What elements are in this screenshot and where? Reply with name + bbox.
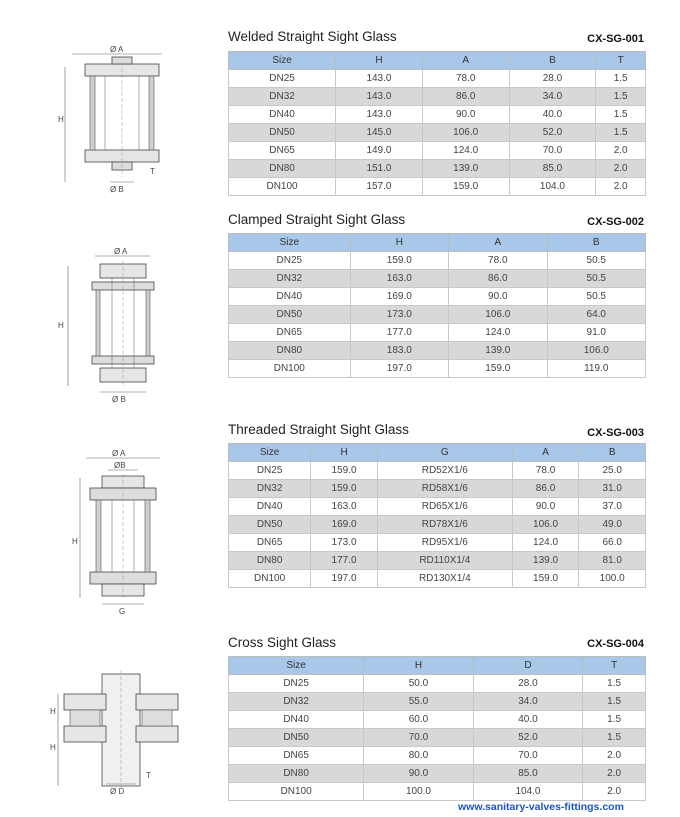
table-cell: DN65 xyxy=(229,142,336,160)
table-cell: 25.0 xyxy=(579,462,646,480)
table-cell: 106.0 xyxy=(547,342,645,360)
table-cell: DN40 xyxy=(229,288,351,306)
table-row xyxy=(229,142,646,160)
section-title-threaded: Threaded Straight Sight Glass xyxy=(228,422,409,437)
table-row xyxy=(229,765,646,783)
table-cell: 37.0 xyxy=(579,498,646,516)
table-cell: DN25 xyxy=(229,70,336,88)
table-row xyxy=(229,783,646,801)
table-cell: DN100 xyxy=(229,783,364,801)
section-title-cross: Cross Sight Glass xyxy=(228,635,337,650)
table-cell: 139.0 xyxy=(512,552,579,570)
table-row xyxy=(229,693,646,711)
table-cell: 78.0 xyxy=(422,70,509,88)
section-title-welded: Welded Straight Sight Glass xyxy=(228,29,397,44)
table-cell: 2.0 xyxy=(596,160,646,178)
column-header: Size xyxy=(229,234,351,252)
website-link[interactable]: www.sanitary-valves-fittings.com xyxy=(458,801,624,813)
table-cell: DN25 xyxy=(229,252,351,270)
table-cell: 119.0 xyxy=(547,360,645,378)
column-header: H xyxy=(311,444,378,462)
table-cell: 80.0 xyxy=(364,747,474,765)
table-row xyxy=(229,480,646,498)
table-cell: 85.0 xyxy=(473,765,583,783)
drawing-label-dia-d: Ø D xyxy=(110,787,125,796)
table-cell: 1.5 xyxy=(583,675,646,693)
table-header-row xyxy=(229,444,646,462)
table-cell: 78.0 xyxy=(449,252,547,270)
table-cell: DN80 xyxy=(229,160,336,178)
table-cell: 159.0 xyxy=(311,480,378,498)
column-header: Size xyxy=(229,52,336,70)
table-cell: 183.0 xyxy=(350,342,448,360)
table-cell: 50.5 xyxy=(547,252,645,270)
table-cell: 157.0 xyxy=(336,178,423,196)
table-cell: 90.0 xyxy=(422,106,509,124)
table-cell: 124.0 xyxy=(449,324,547,342)
table-header-row xyxy=(229,657,646,675)
column-header: B xyxy=(547,234,645,252)
table-cell: 159.0 xyxy=(449,360,547,378)
table-cell: 91.0 xyxy=(547,324,645,342)
table-row xyxy=(229,124,646,142)
table-cell: 177.0 xyxy=(311,552,378,570)
table-row xyxy=(229,160,646,178)
spec-table-clamped xyxy=(228,233,646,378)
table-cell: 1.5 xyxy=(596,88,646,106)
table-cell: 1.5 xyxy=(596,124,646,142)
table-row xyxy=(229,462,646,480)
spec-table-threaded xyxy=(228,443,646,588)
table-cell: 151.0 xyxy=(336,160,423,178)
drawing-label-t: T xyxy=(150,167,155,176)
table-cell: 78.0 xyxy=(512,462,579,480)
table-row xyxy=(229,552,646,570)
table-cell: 1.5 xyxy=(583,693,646,711)
table-cell: 2.0 xyxy=(583,747,646,765)
table-row xyxy=(229,498,646,516)
table-cell: DN50 xyxy=(229,516,311,534)
table-cell: 2.0 xyxy=(583,765,646,783)
drawing-label-h: H xyxy=(58,115,64,124)
table-cell: 2.0 xyxy=(583,783,646,801)
table-cell: 1.5 xyxy=(583,729,646,747)
table-cell: 159.0 xyxy=(422,178,509,196)
column-header: H xyxy=(364,657,474,675)
table-cell: 106.0 xyxy=(422,124,509,142)
section-title-clamped: Clamped Straight Sight Glass xyxy=(228,212,406,227)
table-cell: 90.0 xyxy=(449,288,547,306)
table-cell: 52.0 xyxy=(509,124,596,142)
table-cell: DN80 xyxy=(229,552,311,570)
table-cell: 70.0 xyxy=(473,747,583,765)
welded-sight-glass-drawing xyxy=(50,42,180,202)
table-cell: 104.0 xyxy=(473,783,583,801)
table-row xyxy=(229,288,646,306)
table-cell: 66.0 xyxy=(579,534,646,552)
table-cell: RD58X1/6 xyxy=(377,480,512,498)
table-cell: 139.0 xyxy=(449,342,547,360)
drawing-label-t: T xyxy=(146,771,151,780)
table-cell: DN25 xyxy=(229,675,364,693)
table-cell: 2.0 xyxy=(596,142,646,160)
product-code-cross: CX-SG-004 xyxy=(587,638,644,650)
spec-table-cross xyxy=(228,656,646,801)
table-cell: DN32 xyxy=(229,270,351,288)
table-cell: 169.0 xyxy=(350,288,448,306)
table-cell: 106.0 xyxy=(512,516,579,534)
table-cell: 159.0 xyxy=(512,570,579,588)
table-cell: 177.0 xyxy=(350,324,448,342)
table-cell: 2.0 xyxy=(596,178,646,196)
table-cell: 143.0 xyxy=(336,70,423,88)
table-cell: 169.0 xyxy=(311,516,378,534)
table-row xyxy=(229,178,646,196)
table-cell: 31.0 xyxy=(579,480,646,498)
table-cell: RD65X1/6 xyxy=(377,498,512,516)
table-cell: 70.0 xyxy=(364,729,474,747)
cross-sight-glass-drawing xyxy=(50,668,190,798)
table-cell: 90.0 xyxy=(512,498,579,516)
column-header: B xyxy=(579,444,646,462)
table-cell: 143.0 xyxy=(336,106,423,124)
table-cell: 100.0 xyxy=(364,783,474,801)
table-cell: 197.0 xyxy=(311,570,378,588)
column-header: H xyxy=(350,234,448,252)
table-cell: 34.0 xyxy=(473,693,583,711)
table-cell: DN65 xyxy=(229,534,311,552)
drawing-label-h: H xyxy=(58,321,64,330)
table-row xyxy=(229,570,646,588)
table-cell: DN80 xyxy=(229,342,351,360)
table-cell: 85.0 xyxy=(509,160,596,178)
table-cell: DN100 xyxy=(229,178,336,196)
table-cell: 173.0 xyxy=(311,534,378,552)
table-cell: 40.0 xyxy=(473,711,583,729)
table-cell: 163.0 xyxy=(311,498,378,516)
table-cell: 34.0 xyxy=(509,88,596,106)
drawing-label-dia-b: ØB xyxy=(114,461,126,470)
table-row xyxy=(229,270,646,288)
table-cell: 60.0 xyxy=(364,711,474,729)
table-cell: DN40 xyxy=(229,711,364,729)
column-header: A xyxy=(449,234,547,252)
column-header: A xyxy=(422,52,509,70)
table-row xyxy=(229,534,646,552)
table-cell: 149.0 xyxy=(336,142,423,160)
column-header: D xyxy=(473,657,583,675)
table-cell: 86.0 xyxy=(449,270,547,288)
table-row xyxy=(229,252,646,270)
table-cell: 64.0 xyxy=(547,306,645,324)
product-code-threaded: CX-SG-003 xyxy=(587,427,644,439)
table-cell: 50.0 xyxy=(364,675,474,693)
table-cell: 100.0 xyxy=(579,570,646,588)
table-cell: DN100 xyxy=(229,570,311,588)
table-cell: 50.5 xyxy=(547,270,645,288)
table-cell: 163.0 xyxy=(350,270,448,288)
table-row xyxy=(229,729,646,747)
product-code-clamped: CX-SG-002 xyxy=(587,216,644,228)
column-header: B xyxy=(509,52,596,70)
column-header: Size xyxy=(229,657,364,675)
table-row xyxy=(229,711,646,729)
table-row xyxy=(229,324,646,342)
table-cell: DN80 xyxy=(229,765,364,783)
table-header-row xyxy=(229,234,646,252)
drawing-label-dia-b: Ø B xyxy=(112,395,126,404)
drawing-label-h-lower: H xyxy=(50,743,56,752)
table-cell: DN32 xyxy=(229,88,336,106)
table-cell: DN65 xyxy=(229,324,351,342)
table-cell: RD78X1/6 xyxy=(377,516,512,534)
table-row xyxy=(229,306,646,324)
table-cell: 70.0 xyxy=(509,142,596,160)
table-cell: 81.0 xyxy=(579,552,646,570)
drawing-label-g: G xyxy=(119,607,126,616)
table-cell: 1.5 xyxy=(596,106,646,124)
drawing-label-dia-a: Ø A xyxy=(112,449,126,458)
table-cell: 86.0 xyxy=(512,480,579,498)
table-cell: DN50 xyxy=(229,306,351,324)
table-row xyxy=(229,70,646,88)
product-code-welded: CX-SG-001 xyxy=(587,33,644,45)
column-header: H xyxy=(336,52,423,70)
drawing-label-dia-b: Ø B xyxy=(110,185,124,194)
table-cell: 139.0 xyxy=(422,160,509,178)
table-cell: 28.0 xyxy=(509,70,596,88)
table-cell: 28.0 xyxy=(473,675,583,693)
table-cell: 197.0 xyxy=(350,360,448,378)
table-cell: 90.0 xyxy=(364,765,474,783)
table-cell: DN65 xyxy=(229,747,364,765)
table-cell: 159.0 xyxy=(311,462,378,480)
table-cell: 55.0 xyxy=(364,693,474,711)
drawing-label-h-upper: H xyxy=(50,707,56,716)
table-cell: DN32 xyxy=(229,693,364,711)
column-header: Size xyxy=(229,444,311,462)
column-header: A xyxy=(512,444,579,462)
table-cell: 49.0 xyxy=(579,516,646,534)
table-cell: 52.0 xyxy=(473,729,583,747)
table-cell: DN50 xyxy=(229,729,364,747)
drawing-label-h: H xyxy=(72,537,78,546)
column-header: T xyxy=(583,657,646,675)
column-header: G xyxy=(377,444,512,462)
table-row xyxy=(229,342,646,360)
table-cell: 124.0 xyxy=(422,142,509,160)
table-cell: RD95X1/6 xyxy=(377,534,512,552)
table-cell: DN32 xyxy=(229,480,311,498)
table-cell: 104.0 xyxy=(509,178,596,196)
table-cell: 86.0 xyxy=(422,88,509,106)
table-cell: DN25 xyxy=(229,462,311,480)
table-cell: RD130X1/4 xyxy=(377,570,512,588)
table-cell: DN100 xyxy=(229,360,351,378)
table-cell: 40.0 xyxy=(509,106,596,124)
drawing-label-dia-a: Ø A xyxy=(114,247,128,256)
table-row xyxy=(229,516,646,534)
table-cell: 1.5 xyxy=(596,70,646,88)
table-row xyxy=(229,747,646,765)
table-row xyxy=(229,675,646,693)
table-cell: DN40 xyxy=(229,106,336,124)
table-cell: RD110X1/4 xyxy=(377,552,512,570)
table-cell: 106.0 xyxy=(449,306,547,324)
table-cell: 50.5 xyxy=(547,288,645,306)
table-cell: 1.5 xyxy=(583,711,646,729)
table-cell: RD52X1/6 xyxy=(377,462,512,480)
table-header-row xyxy=(229,52,646,70)
threaded-sight-glass-drawing xyxy=(50,448,180,618)
table-row xyxy=(229,106,646,124)
drawing-label-dia-a: Ø A xyxy=(110,45,124,54)
table-cell: DN40 xyxy=(229,498,311,516)
table-cell: 173.0 xyxy=(350,306,448,324)
table-cell: 124.0 xyxy=(512,534,579,552)
table-cell: DN50 xyxy=(229,124,336,142)
table-row xyxy=(229,88,646,106)
clamped-sight-glass-drawing xyxy=(50,246,180,406)
table-cell: 145.0 xyxy=(336,124,423,142)
table-cell: 159.0 xyxy=(350,252,448,270)
table-row xyxy=(229,360,646,378)
spec-table-welded xyxy=(228,51,646,196)
column-header: T xyxy=(596,52,646,70)
table-cell: 143.0 xyxy=(336,88,423,106)
